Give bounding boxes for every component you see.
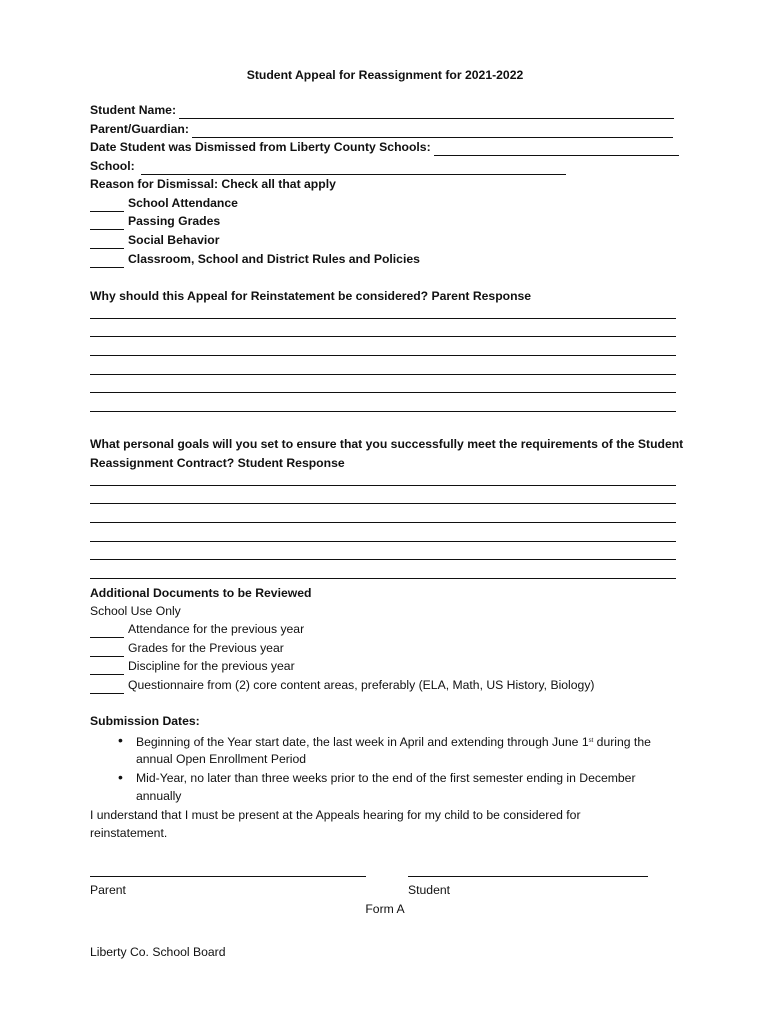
submission-heading: Submission Dates: xyxy=(90,714,200,728)
page-title: Student Appeal for Reassignment for 2021-2022 xyxy=(246,68,524,82)
docs-check-blank[interactable] xyxy=(90,662,124,675)
understand-line-1: I understand that I must be present at the Appeals hearing for my child to be considered for xyxy=(90,808,581,822)
submission-bullet-2: Mid-Year, no later than three weeks prior to the end of the first semester ending in December xyxy=(136,771,636,785)
reason-item xyxy=(90,212,220,230)
submission-bullet-1-cont: annual Open Enrollment Period xyxy=(136,752,307,766)
docs-check-blank[interactable] xyxy=(90,681,124,694)
response-line[interactable] xyxy=(90,485,676,486)
bullet-icon: • xyxy=(118,769,123,785)
reason-item xyxy=(90,231,219,249)
docs-item-label: Questionnaire from (2) core content areas, preferably (ELA, Math, US History, Biology) xyxy=(128,678,595,692)
student-name-field[interactable] xyxy=(179,105,674,119)
school-field[interactable] xyxy=(141,161,566,175)
response-line[interactable] xyxy=(90,318,676,319)
response-line[interactable] xyxy=(90,392,676,393)
submission-bullet-2-cont: annually xyxy=(136,789,182,803)
reason-item-label: Passing Grades xyxy=(128,214,221,228)
parent-guardian-label: Parent/Guardian: xyxy=(90,122,189,136)
bullet-text: Beginning of the Year start date, the last week in April and extending through June 1 xyxy=(136,735,589,749)
reason-check-blank[interactable] xyxy=(90,217,124,230)
school-label: School: xyxy=(90,159,135,173)
response-line[interactable] xyxy=(90,374,676,375)
school-row xyxy=(90,157,566,175)
superscript: st xyxy=(588,738,594,744)
docs-item xyxy=(90,639,284,657)
response-line[interactable] xyxy=(90,541,676,542)
docs-item xyxy=(90,676,594,694)
bullet-text-tail: during the xyxy=(593,735,651,749)
reason-heading: Reason for Dismissal: Check all that apply xyxy=(90,177,336,191)
reason-item-label: School Attendance xyxy=(128,196,238,210)
response-line[interactable] xyxy=(90,411,676,412)
student-name-label: Student Name: xyxy=(90,103,176,117)
date-dismissed-field[interactable] xyxy=(434,142,679,156)
docs-item xyxy=(90,620,304,638)
docs-item xyxy=(90,657,295,675)
parent-signature-label: Parent xyxy=(90,883,126,897)
bullet-icon: • xyxy=(118,732,123,748)
docs-check-blank[interactable] xyxy=(90,625,124,638)
docs-item-label: Attendance for the previous year xyxy=(128,622,305,636)
response-line[interactable] xyxy=(90,522,676,523)
student-name-row xyxy=(90,101,674,119)
parent-guardian-row xyxy=(90,120,673,138)
submission-bullet-1 xyxy=(136,732,651,751)
reason-check-blank[interactable] xyxy=(90,236,124,249)
student-question-line-1: What personal goals will you set to ensure that you successfully meet the requirements of the Student xyxy=(90,437,684,451)
reason-item xyxy=(90,250,420,268)
response-line[interactable] xyxy=(90,355,676,356)
parent-guardian-field[interactable] xyxy=(192,124,673,138)
understand-line-2: reinstatement. xyxy=(90,826,168,840)
docs-heading: Additional Documents to be Reviewed xyxy=(90,586,312,600)
response-line[interactable] xyxy=(90,336,676,337)
form-label: Form A xyxy=(365,902,405,916)
response-line[interactable] xyxy=(90,559,676,560)
footer: Liberty Co. School Board xyxy=(90,945,226,959)
reason-check-blank[interactable] xyxy=(90,199,124,212)
date-dismissed-label: Date Student was Dismissed from Liberty County Schools: xyxy=(90,140,431,154)
reason-item-label: Classroom, School and District Rules and Policies xyxy=(128,252,420,266)
parent-question: Why should this Appeal for Reinstatement be considered? Parent Response xyxy=(90,289,532,303)
docs-subheading: School Use Only xyxy=(90,604,181,618)
docs-check-blank[interactable] xyxy=(90,644,124,657)
response-line[interactable] xyxy=(90,503,676,504)
reason-item-label: Social Behavior xyxy=(128,233,220,247)
student-signature-line[interactable] xyxy=(408,876,648,877)
docs-item-label: Discipline for the previous year xyxy=(128,659,295,673)
student-signature-label: Student xyxy=(408,883,451,897)
response-line[interactable] xyxy=(90,578,676,579)
parent-signature-line[interactable] xyxy=(90,876,366,877)
reason-check-blank[interactable] xyxy=(90,255,124,268)
student-question-line-2: Reassignment Contract? Student Response xyxy=(90,456,345,470)
date-dismissed-row xyxy=(90,138,679,156)
reason-item xyxy=(90,194,238,212)
docs-item-label: Grades for the Previous year xyxy=(128,641,284,655)
